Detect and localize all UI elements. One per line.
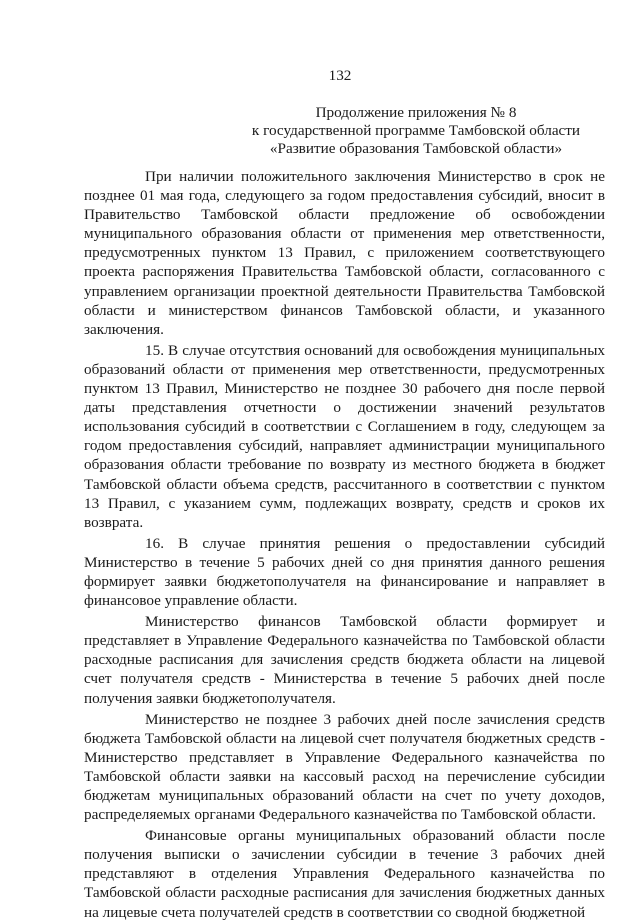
paragraph: Финансовые органы муниципальных образований области после получения выписки о зачислении субсидии в течение 3 рабочих дней представляют в отделения Управления Федерального казначейства по Тамбовской области расходные расписания для зачисления бюджетных данных на лицевые счета получателей средств в соответствии со сводной бюджетной: [84, 827, 605, 921]
paragraph: Министерство не позднее 3 рабочих дней после зачисления средств бюджета Тамбовской области на лицевой счет получателя бюджетных средств - Министерство представляет в Управление Федерального казначейства по Тамбовской области заявки на кассовый расход на перечисление субсидии бюджетам муниципальных образований области на счет по учету доходов, распределяемых органами Федерального казначейства по Тамбовской области.: [84, 710, 605, 824]
appendix-line-3: «Развитие образования Тамбовской области»: [269, 140, 563, 157]
appendix-line-1: Продолжение приложения № 8: [315, 104, 517, 121]
page-number: 132: [328, 67, 352, 84]
appendix-line-2: к государственной программе Тамбовской области: [251, 122, 581, 139]
paragraph: Министерство финансов Тамбовской области формирует и представляет в Управление Федерального казначейства по Тамбовской области расходные расписания для зачисления средств бюджета области на лицевой счет получателя средств - Министерства в течение 5 рабочих дней после получения заявки бюджетополучателя.: [84, 613, 605, 707]
appendix-header: [230, 104, 602, 158]
document-body: [84, 167, 605, 922]
paragraph: 15. В случае отсутствия оснований для освобождения муниципальных образований области от применения мер ответственности, предусмотренных пунктом 13 Правил, Министерство не позднее 30 рабочего дня после первой даты представления отчетности о достижении значений результатов использования субсидий в соответствии с Соглашением в году, следующем за годом предоставления субсидий, направляет администрации муниципального образования области требование по возврату из местного бюджета в бюджет Тамбовской области объема средств, рассчитанного в соответствии с пунктом 13 Правил, с указанием сумм, подлежащих возврату, средств и сроков их возврата.: [84, 341, 605, 531]
paragraph: 16. В случае принятия решения о предоставлении субсидий Министерство в течение 5 рабочих дней со дня принятия данного решения формирует заявки бюджетополучателя на финансирование и направляет в финансовое управление области.: [84, 534, 605, 610]
paragraph: При наличии положительного заключения Министерство в срок не позднее 01 мая года, следующего за годом предоставления субсидий, вносит в Правительство Тамбовской области предложение об освобождении муниципального образования области от применения мер ответственности, предусмотренных пунктом 13 Правил, с приложением соответствующего проекта распоряжения Правительства Тамбовской области, согласованного с управлением организации проектной деятельности Правительства Тамбовской области и министерством финансов Тамбовской области, и указанного заключения.: [84, 168, 605, 338]
